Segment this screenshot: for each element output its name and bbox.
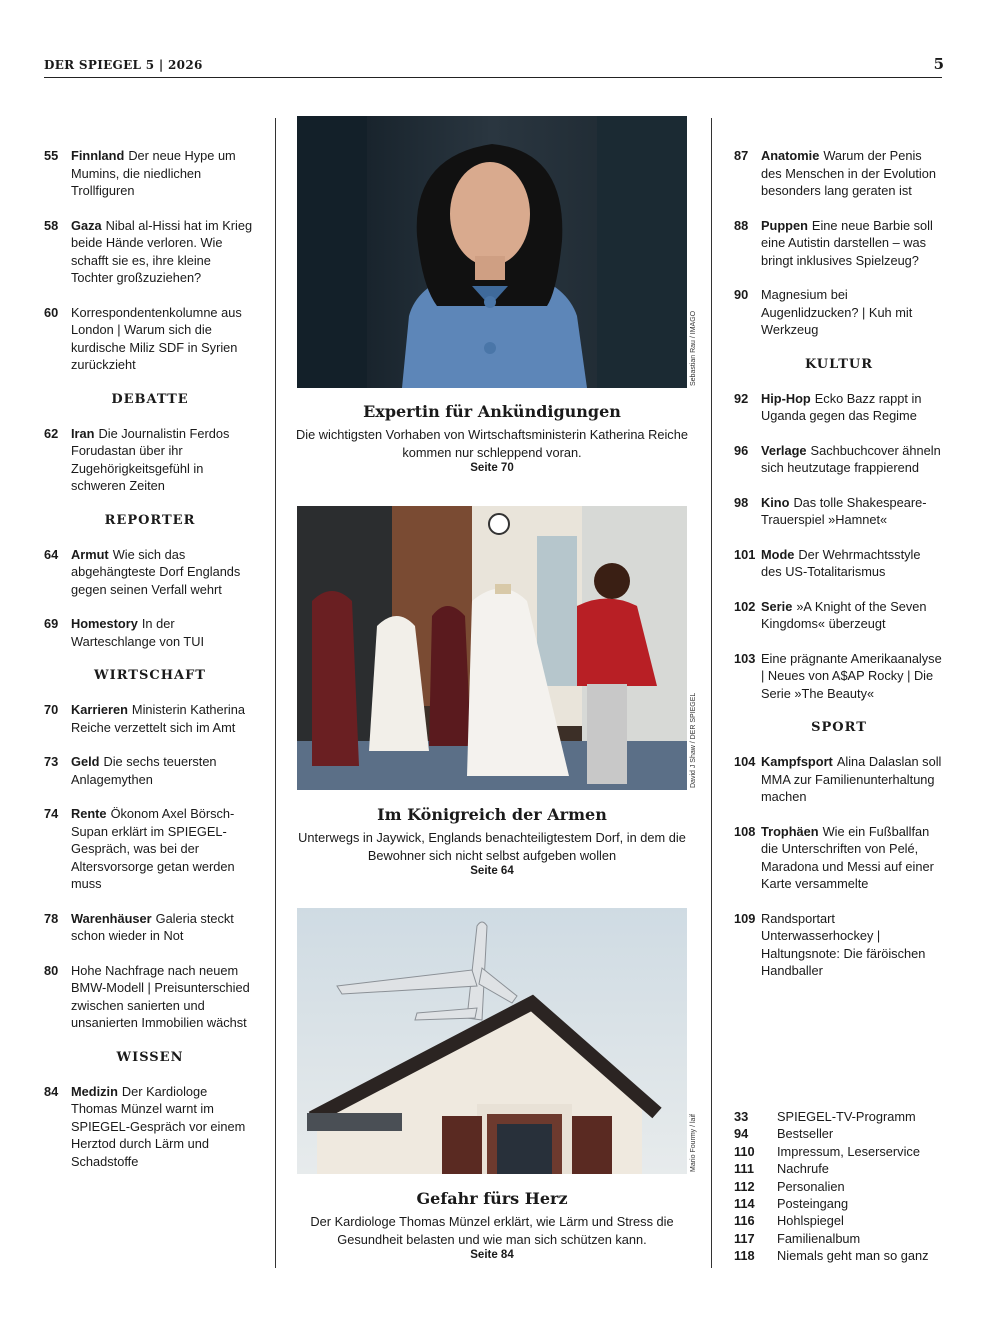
toc-entry[interactable] — [734, 147, 944, 200]
toc-description: Die sechs teuersten Anlagemythen — [71, 754, 217, 787]
toc-entry[interactable] — [734, 217, 944, 270]
toc-entry-text — [71, 805, 256, 893]
toc-entry[interactable] — [734, 546, 944, 581]
toc-page-number: 70 — [44, 702, 59, 717]
toc-entry[interactable] — [734, 823, 944, 893]
toc-entry-text — [761, 442, 944, 477]
toc-entry[interactable] — [44, 753, 256, 788]
section-heading: WIRTSCHAFT — [94, 668, 206, 683]
toc-keyword: Geld — [71, 754, 100, 769]
toc-entry-text — [71, 910, 256, 945]
toc-keyword: Finnland — [71, 148, 125, 163]
toc-page-number: 74 — [44, 806, 59, 821]
toc-keyword: Kino — [761, 494, 790, 510]
toc-keyword: Anatomie — [761, 148, 820, 163]
feature-page-ref: Seite 64 — [470, 865, 514, 877]
toc-page-number: 88 — [734, 217, 749, 233]
service-page-number: 117 — [734, 1230, 755, 1246]
right-toc-column — [734, 147, 944, 997]
service-label: Niemals geht man so ganz — [777, 1248, 929, 1264]
service-index-item[interactable] — [734, 1230, 929, 1247]
toc-description: Warum der Penis des Menschen in der Evolution besonders lang geraten ist — [761, 148, 936, 198]
toc-entry-text — [71, 217, 256, 287]
toc-description: In der Warteschlange von TUI — [71, 616, 205, 649]
toc-entry-text — [761, 650, 944, 703]
toc-entry[interactable] — [734, 598, 944, 633]
toc-page-number: 80 — [44, 962, 59, 978]
feature-description: Unterwegs in Jaywick, Englands benachteiligtestem Dorf, in dem die Bewohner sich nicht selbst aufgeben wollen — [298, 830, 686, 863]
toc-entry[interactable] — [734, 753, 944, 806]
toc-keyword: Medizin — [71, 1083, 118, 1099]
feature-teaser[interactable] — [290, 1189, 694, 1261]
service-index-item[interactable] — [734, 1178, 929, 1195]
service-index-item[interactable] — [734, 1143, 929, 1160]
toc-description: Die Journalistin Ferdos Forudastan über ihr Zugehörigkeitsgefühl in schweren Zeiten — [71, 425, 230, 493]
toc-entry-text — [761, 147, 944, 200]
toc-page-number: 96 — [734, 442, 749, 458]
toc-description: Randsportart Unterwasserhockey | Haltungsnote: Die färöischen Handballer — [761, 910, 926, 978]
toc-keyword: Warenhäuser — [71, 910, 152, 926]
toc-page-number: 98 — [734, 494, 749, 510]
toc-page-number: 103 — [734, 650, 756, 666]
column-divider-left — [275, 118, 276, 1268]
service-label: Posteingang — [777, 1196, 849, 1212]
section-heading: SPORT — [811, 720, 867, 735]
toc-page-number: 108 — [734, 823, 756, 839]
service-index-list — [734, 1108, 929, 1265]
toc-description: Eine prägnante Amerikaanalyse | Neues von A$AP Rocky | Die Serie »The Beauty« — [761, 650, 942, 701]
toc-description: Wie ein Fußballfan die Unterschriften von Pelé, Maradona und Messi auf einer Karte versammelte — [761, 823, 934, 891]
service-page-number: 94 — [734, 1126, 749, 1142]
feature-photo-portrait[interactable] — [297, 116, 687, 388]
section-heading: DEBATTE — [111, 391, 189, 407]
column-divider-right — [711, 118, 712, 1268]
toc-entry[interactable] — [44, 1083, 256, 1171]
toc-description: Hohe Nachfrage nach neuem BMW-Modell | Preisunterschied zwischen sanierten und unsanierten Immobilien wächst — [71, 962, 250, 1030]
toc-entry-text — [761, 753, 944, 806]
toc-description: Alina Dalaslan soll MMA zur Familienunterhaltung machen — [761, 754, 942, 804]
toc-entry[interactable] — [44, 217, 256, 287]
toc-keyword: Gaza — [71, 217, 102, 233]
toc-description: Ministerin Katherina Reiche verzettelt sich im Amt — [71, 702, 245, 735]
toc-entry-text — [71, 962, 256, 1032]
magazine-issue-label: DER SPIEGEL 5 | 2026 — [44, 58, 203, 72]
photo-credit: David J Shaw / DER SPIEGEL — [690, 692, 697, 788]
toc-page-number: 92 — [734, 390, 749, 406]
toc-entry-text — [71, 546, 256, 599]
toc-description: Sachbuchcover ähneln sich heutzutage frappierend — [761, 442, 941, 475]
left-toc-column — [44, 147, 256, 1187]
toc-description: Eine neue Barbie soll eine Autistin darstellen – was bringt inklusives Spielzeug? — [761, 217, 933, 268]
toc-page-number: 60 — [44, 304, 59, 320]
toc-entry-text — [761, 910, 944, 980]
toc-keyword: Homestory — [71, 616, 138, 631]
feature-photo-plane[interactable] — [297, 908, 687, 1174]
toc-entry[interactable] — [44, 147, 256, 200]
photo-credit: Mario Fourmy / laif — [690, 1114, 697, 1172]
feature-page-ref: Seite 84 — [470, 1249, 514, 1261]
toc-keyword: Karrieren — [71, 702, 128, 717]
toc-description: Wie sich das abgehängteste Dorf Englands gegen seinen Verfall wehrt — [71, 546, 241, 597]
toc-entry-text — [761, 494, 944, 529]
toc-keyword: Rente — [71, 806, 107, 821]
toc-description: Ökonom Axel Börsch-Supan erklärt im SPIEGEL-Gespräch, was bei der Altersvorsorge getan werden muss — [71, 806, 235, 891]
feature-teaser[interactable] — [290, 805, 694, 877]
toc-description: Ecko Bazz rappt in Uganda gegen das Regime — [761, 390, 922, 423]
toc-page-number: 78 — [44, 910, 59, 926]
toc-keyword: Trophäen — [761, 823, 819, 839]
toc-description: Der Kardiologe Thomas Münzel warnt im SPIEGEL-Gespräch vor einem Herztod durch Lärm und Schadstoffe — [71, 1083, 246, 1169]
toc-entry-text — [761, 823, 944, 893]
toc-keyword: Iran — [71, 425, 95, 441]
toc-entry[interactable] — [734, 390, 944, 425]
toc-page-number: 90 — [734, 287, 749, 302]
service-index-item[interactable] — [734, 1212, 929, 1229]
toc-page-number: 55 — [44, 148, 59, 163]
toc-entry[interactable] — [44, 962, 256, 1032]
feature-page-ref: Seite 70 — [470, 462, 514, 474]
toc-entry[interactable] — [44, 425, 256, 495]
service-label: Familienalbum — [777, 1230, 861, 1246]
service-label: Bestseller — [777, 1126, 834, 1142]
toc-entry-text — [71, 1083, 256, 1171]
service-label: Personalien — [777, 1178, 845, 1194]
toc-entry[interactable] — [44, 910, 256, 945]
feature-title: Expertin für Ankündigungen — [363, 402, 621, 421]
feature-description: Der Kardiologe Thomas Münzel erklärt, wie Lärm und Stress die Gesundheit belasten und wie man sich schützen kann. — [310, 1214, 674, 1247]
toc-page-number: 84 — [44, 1083, 59, 1099]
feature-description: Die wichtigsten Vorhaben von Wirtschaftsministerin Katherina Reiche kommen nur schleppend voran. — [296, 427, 688, 460]
toc-page-number: 73 — [44, 754, 59, 769]
service-page-number: 111 — [734, 1161, 754, 1177]
toc-page-number: 101 — [734, 546, 756, 562]
toc-keyword: Verlage — [761, 442, 807, 458]
toc-page-number: 87 — [734, 148, 749, 163]
toc-entry-text — [761, 390, 944, 425]
toc-entry-text — [761, 546, 944, 581]
toc-page-number: 62 — [44, 425, 59, 441]
toc-description: Korrespondentenkolumne aus London | Warum sich die kurdische Miliz SDF in Syrien zurückzieht — [71, 304, 242, 372]
service-index-item[interactable] — [734, 1108, 929, 1125]
toc-entry[interactable] — [44, 615, 256, 650]
toc-entry[interactable] — [44, 546, 256, 599]
service-index-item[interactable] — [734, 1160, 929, 1177]
section-heading: KULTUR — [804, 356, 874, 372]
feature-title: Im Königreich der Armen — [377, 805, 607, 824]
toc-entry-text — [71, 304, 256, 374]
toc-entry-text — [71, 615, 256, 650]
toc-description: Nibal al-Hissi hat im Krieg beide Hände verloren. Wie schafft sie es, ihre kleine Tochter großzuziehen? — [71, 217, 253, 285]
toc-page-number: 69 — [44, 616, 59, 631]
service-page-number: 118 — [734, 1248, 755, 1264]
toc-keyword: Mode — [761, 546, 795, 562]
feature-photo-pageant[interactable] — [297, 506, 687, 790]
service-label: Impressum, Leserservice — [777, 1143, 920, 1159]
toc-page-number: 58 — [44, 217, 59, 233]
service-index-item[interactable] — [734, 1125, 929, 1142]
toc-description: Magnesium bei Augenlidzucken? | Kuh mit Werkzeug — [761, 287, 913, 337]
service-index-item[interactable] — [734, 1195, 929, 1212]
toc-entry[interactable] — [734, 910, 944, 980]
feature-title: Gefahr fürs Herz — [416, 1189, 568, 1208]
toc-description: Der neue Hype um Mumins, die niedlichen Trollfiguren — [71, 148, 236, 198]
feature-teaser[interactable] — [290, 402, 694, 474]
toc-entry[interactable] — [44, 701, 256, 736]
toc-entry-text — [71, 701, 256, 736]
section-heading: REPORTER — [104, 512, 196, 528]
service-page-number: 33 — [734, 1109, 749, 1124]
toc-entry[interactable] — [734, 442, 944, 477]
page-header — [44, 56, 942, 78]
service-page-number: 110 — [734, 1143, 755, 1159]
toc-description: Galeria steckt schon wieder in Not — [71, 910, 234, 943]
toc-entry-text — [761, 598, 944, 633]
toc-description: Der Wehrmachtsstyle des US-Totalitarismus — [761, 546, 921, 579]
toc-keyword: Serie — [761, 598, 793, 614]
toc-keyword: Puppen — [761, 217, 808, 233]
page-number: 5 — [933, 55, 944, 73]
toc-keyword: Hip-Hop — [761, 390, 811, 406]
toc-entry-text — [71, 147, 256, 200]
toc-entry[interactable] — [44, 805, 256, 893]
toc-page-number: 104 — [734, 754, 756, 769]
toc-entry-text — [71, 753, 256, 788]
service-label: Nachrufe — [777, 1161, 829, 1177]
toc-entry[interactable] — [44, 304, 256, 374]
toc-page-number: 109 — [734, 910, 756, 926]
toc-page-number: 64 — [44, 546, 59, 562]
toc-description: »A Knight of the Seven Kingdoms« überzeugt — [761, 598, 927, 631]
toc-page-number: 102 — [734, 598, 756, 614]
toc-description: Das tolle Shakespeare-Trauerspiel »Hamnet« — [761, 494, 927, 527]
service-page-number: 114 — [734, 1196, 755, 1212]
toc-entry[interactable] — [734, 494, 944, 529]
toc-entry-text — [71, 425, 256, 495]
service-index-item[interactable] — [734, 1247, 929, 1264]
toc-entry-text — [761, 286, 944, 339]
toc-entry[interactable] — [734, 650, 944, 703]
toc-keyword: Armut — [71, 546, 109, 562]
photo-credit: Sebastian Rau / IMAGO — [690, 310, 697, 386]
service-label: SPIEGEL-TV-Programm — [777, 1109, 916, 1124]
toc-entry-text — [761, 217, 944, 270]
service-page-number: 112 — [734, 1178, 755, 1194]
service-page-number: 116 — [734, 1213, 755, 1229]
toc-entry[interactable] — [734, 286, 944, 339]
service-label: Hohlspiegel — [777, 1213, 844, 1229]
section-heading: WISSEN — [116, 1049, 184, 1065]
toc-keyword: Kampfsport — [761, 754, 833, 769]
